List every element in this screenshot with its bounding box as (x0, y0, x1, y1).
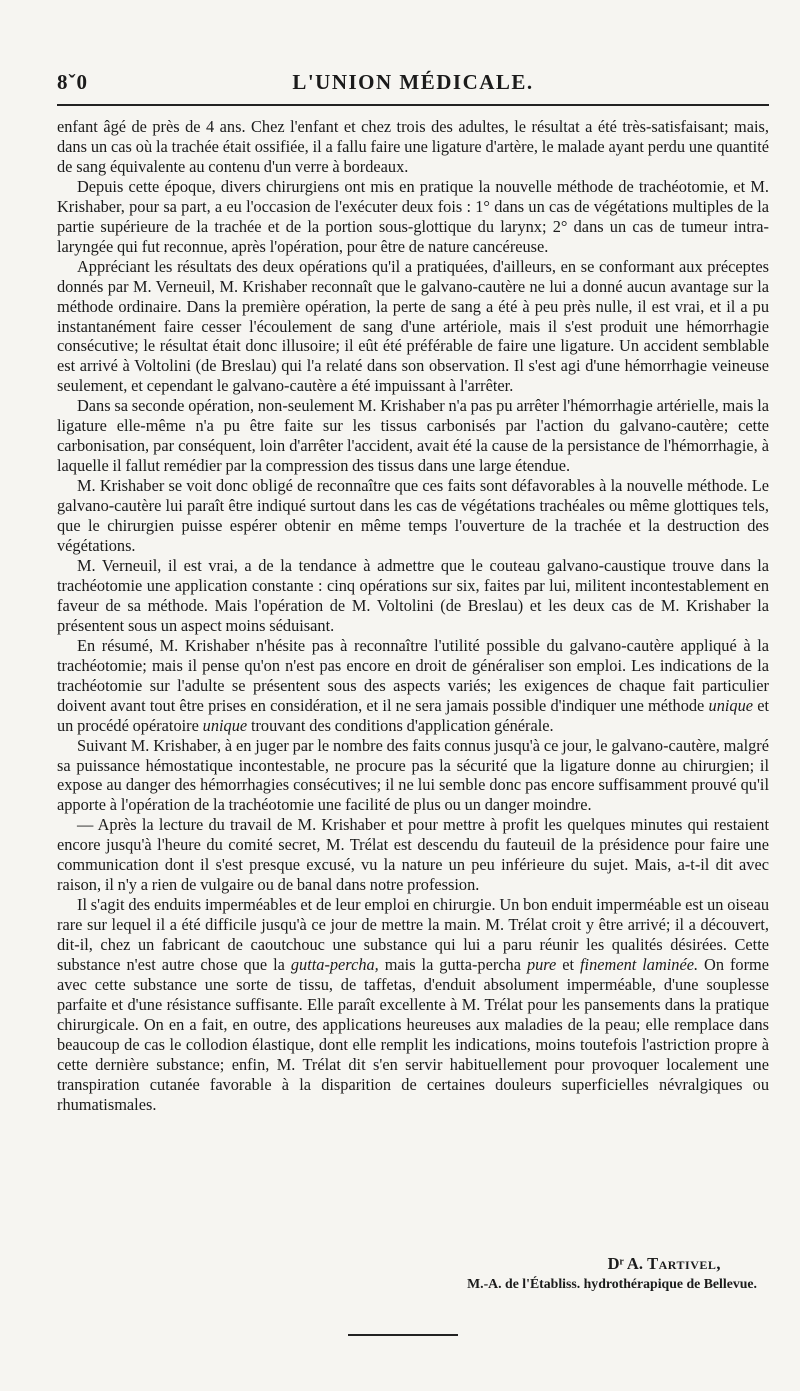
signature-block (57, 1254, 769, 1294)
paragraph-10-text-b: mais la gutta-percha (378, 955, 527, 975)
paragraph-9: — Après la lecture du travail de M. Krishaber et pour mettre à profit les quelques minutes qui restaient encore jusqu'à l'heure du comité secret, M. Trélat est descendu du fauteuil de la présidence pour faire une communication dont il s'est presque excusé, vu la nature un peu inférieure du sujet. Mais, a-t-il dit avec raison, il n'y a rien de vulgaire ou de banal dans notre profession. (57, 815, 769, 895)
paragraph-10-emphasis-c: finement laminée. (580, 955, 699, 975)
running-title: L'UNION MÉDICALE. (292, 70, 534, 94)
paragraph-4: Dans sa seconde opération, non-seulement M. Krishaber n'a pas pu arrêter l'hémorrhagie artérielle, mais la ligature elle-même n'a pu être faite sur les tissus carbonisés par l'action du galvano-cautère; cette carbonisation, par conséquent, loin d'arrêter l'accident, avait été la cause de la persistance de l'hémorrhagie, à laquelle il fallut remédier par la compression des tissus dans une large étendue. (57, 396, 769, 476)
paragraph-10-text-a: Il s'agit des enduits imperméables et de leur emploi en chirurgie. Un bon enduit imperméable est un oiseau rare sur lequel il a été difficile jusqu'à ce jour de mettre la main. M. Trélat croit y être arrivé; il a découvert, dit-il, chez un fabricant de caoutchouc une substance qui lui a paru réunir les qualités désirées. Cette substance n'est autre chose que la (57, 895, 769, 975)
paragraph-7-text-a: En résumé, M. Krishaber n'hésite pas à reconnaître l'utilité possible du galvano-cautère appliqué à la trachéotomie; mais il pense qu'on n'est pas encore en droit de généraliser son emploi. Les indications de la trachéotomie sur l'adulte se présentent sous des aspects variés; les exigences de chaque fait particulier doivent avant tout être prises en considération, et il ne sera jamais possible d'indiquer une méthode (57, 635, 769, 715)
paragraph-7 (57, 636, 769, 736)
article-body (57, 117, 769, 1115)
paragraph-3: Appréciant les résultats des deux opérations qu'il a pratiquées, d'ailleurs, en se conformant aux préceptes donnés par M. Verneuil, M. Krishaber reconnaît que le galvano-cautère ne lui a donné aucun avantage sur la méthode ordinaire. Dans la première opération, la perte de sang a été à peu près nulle, il est vrai, et il a pu instantanément faire cesser l'écoulement de sang d'une artériole, mais il s'est produit une hémorrhagie consécutive; le résultat était donc illusoire; il eût été préférable de faire une ligature. Un accident semblable est arrivé à Voltolini (de Breslau) qui l'a relaté dans son observation. Il s'est agi d'une hémorrhagie veineuse seulement, et cependant le galvano-cautère a été impuissant à l'arrêter. (57, 256, 769, 396)
page-number: 8ˇ0 (57, 70, 88, 94)
paragraph-7-text-c: trouvant des conditions d'application générale. (247, 715, 554, 735)
paragraph-1: enfant âgé de près de 4 ans. Chez l'enfant et chez trois des adultes, le résultat a été très-satisfaisant; mais, dans un cas où la trachée était ossifiée, il a fallu faire une ligature d'artère, le malade ayant perdu une quantité de sang équivalente au contenu d'un verre à bordeaux. (57, 117, 769, 176)
author-name: Tartivel, (647, 1254, 721, 1273)
paragraph-5: M. Krishaber se voit donc obligé de reconnaître que ces faits sont défavorables à la nouvelle méthode. Le galvano-cautère lui paraît être indiqué surtout dans les cas de végétations trachéales ou même glottiques tels, que le chirurgien puisse espérer obtenir en même temps l'ouverture de la trachée et la destruction des végétations. (57, 476, 769, 556)
paragraph-10-text-c: et (556, 955, 581, 975)
end-rule (348, 1334, 458, 1336)
author-title: Dʳ A. (607, 1254, 643, 1273)
page-header (57, 70, 769, 102)
paragraph-6: M. Verneuil, il est vrai, a de la tendance à admettre que le couteau galvano-caustique trouve dans la trachéotomie une application constante : cinq opérations sur six, faites par lui, militent incontestablement en faveur de sa méthode. Mais l'opération de M. Voltolini (de Breslau) et les deux cas de M. Krishaber la présentent sous un aspect moins séduisant. (57, 555, 769, 635)
paragraph-7-emphasis-a: unique (708, 695, 753, 715)
paragraph-2: Depuis cette époque, divers chirurgiens ont mis en pratique la nouvelle méthode de trachéotomie, et M. Krishaber, pour sa part, a eu l'occasion de l'exécuter deux fois : 1° dans un cas de végétations multiples de la partie supérieure de la trachée et de la portion sous-glottique du larynx; 2° dans un cas de tumeur intra-laryngée qui fut reconnue, après l'opération, pour être de nature cancéreuse. (57, 176, 769, 256)
paragraph-8: Suivant M. Krishaber, à en juger par le nombre des faits connus jusqu'à ce jour, le galvano-cautère, malgré sa puissance hémostatique incontestable, ne procure pas la sécurité que la ligature donne au chirurgien; il expose au danger des hémorrhagies consécutives; il ne lui semble donc pas encore suffisamment prouvé qu'il apporte à l'opération de la trachéotomie une facilité de plus ou un danger moindre. (57, 735, 769, 815)
paragraph-7-emphasis-b: unique (202, 715, 248, 735)
paragraph-10-text-d: On forme avec cette substance une sorte de tissu, de taffetas, d'enduit absolument imperméable, d'une souplesse parfaite et d'une résistance suffisante. Elle paraît excellente à M. Trélat pour les pansements dans la pratique chirurgicale. On en a fait, en outre, des applications heureuses aux maladies de la peau; elle remplace dans beaucoup de cas le collodion élastique, dont elle remplit les indications, moins toutefois l'astriction propre à cette dernière substance; enfin, M. Trélat dit s'en servir habituellement pour provoquer localement une transpiration cutanée favorable à la disparition de certaines douleurs superficielles névralgiques ou rhumatismales. (57, 955, 769, 1114)
paragraph-10-emphasis-a: gutta-percha, (290, 955, 379, 975)
author-line (57, 1254, 769, 1274)
paragraph-7-text-b: et un procédé opératoire (57, 695, 769, 735)
paragraph-10-emphasis-b: pure (526, 955, 557, 975)
paragraph-10 (57, 895, 769, 1114)
header-rule (57, 104, 769, 106)
author-affiliation: M.-A. de l'Établiss. hydrothérapique de Bellevue. (467, 1276, 757, 1291)
